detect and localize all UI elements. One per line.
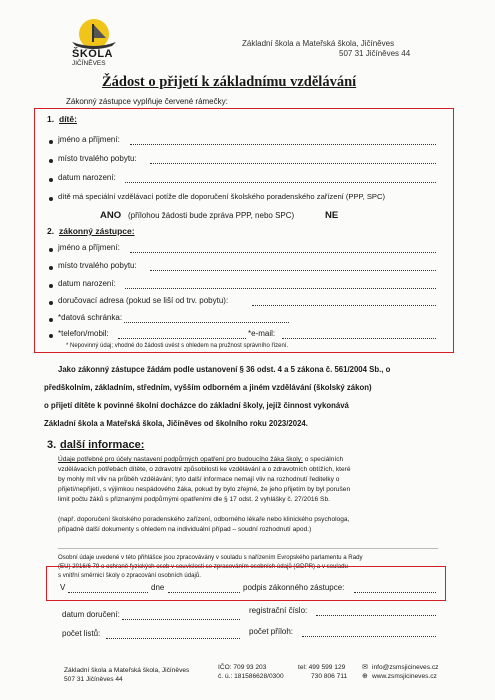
guardian-name-label: jméno a příjmení: <box>58 243 120 252</box>
declaration-line-4: Základní škola a Mateřská škola, Jičíněves od školního roku 2023/2024. <box>44 419 308 428</box>
section2-number: 2. <box>47 226 55 236</box>
section3-write-line[interactable] <box>58 548 438 549</box>
sheet-count-field[interactable] <box>106 638 240 639</box>
header-school-address: 507 31 Jičíněves 44 <box>339 49 411 58</box>
guardian-name-field[interactable] <box>130 252 436 253</box>
globe-icon: ⊕ <box>362 673 368 680</box>
bullet <box>49 318 53 322</box>
signature-place-label: V <box>60 583 66 592</box>
signature-date-label: dne <box>151 583 165 592</box>
section3-para1-line-3: by mohly mít vliv na průběh vzdělávání; tyto další informace nemají vliv na rozhodnutí ředitelky o <box>58 476 340 483</box>
bullet <box>49 248 53 252</box>
section3-para1-line-1 <box>58 455 343 465</box>
sheet-count-label: počet listů: <box>62 629 101 638</box>
special-needs-ano-note: (přílohou žádosti bude zpráva PPP, nebo SPC) <box>128 211 295 220</box>
section3-para1-lead-tail: o speciálních <box>304 456 344 463</box>
delivery-date-label: datum doručení: <box>62 610 120 619</box>
bullet <box>49 197 53 201</box>
section3-para2-line-1: (např. doporučení školského poradenského zařízení, odborného lékaře nebo klinického psychologa, <box>58 516 350 523</box>
gdpr-line-1: Osobní údaje uvedené v této přihlášce jsou zpracovávány v souladu s nařízením Evropského parlamentu a Rady <box>58 554 363 561</box>
section3-para1-line-5: limit počtu žáků s přiznanými podpůrnými opatřeními dle § 17 odst. 2 vyhlášky č. 27/2016 Sb. <box>58 496 330 503</box>
section3-para1-line-2: vzdělávacích potřebách dítěte, o zdravotní způsobilosti ke vzdělávání a o zdravotních obtížích, které <box>58 466 351 473</box>
child-address-field[interactable] <box>150 163 436 164</box>
footer-address: 507 31 Jičíněves 44 <box>64 676 123 683</box>
section3-para1-lead: Údaje potřebné pro účely nastavení podpůrných opatření pro budoucího žáka školy: <box>58 456 303 463</box>
page-title: Žádost o přijetí k základnímu vzdělávání <box>102 74 357 90</box>
footer-phone: tel: 499 599 129 <box>298 664 346 671</box>
delivery-date-field[interactable] <box>122 619 240 620</box>
special-needs-label: dítě má speciální vzdělávací potíže dle doporučení školského poradenského zařízení (PPP, SPC) <box>58 192 385 201</box>
email-label: *e-mail: <box>248 329 276 338</box>
registration-number-label: registrační číslo: <box>249 606 308 615</box>
child-name-field[interactable] <box>130 144 436 145</box>
section3-heading: další informace: <box>60 439 145 451</box>
bullet <box>49 178 53 182</box>
child-birthdate-label: datum narození: <box>58 173 116 182</box>
bullet <box>49 284 53 288</box>
bullet <box>49 334 53 338</box>
attachment-count-field[interactable] <box>302 636 436 637</box>
section1-heading: dítě: <box>59 114 77 124</box>
signature-field[interactable] <box>354 592 436 593</box>
guardian-address-field[interactable] <box>150 270 436 271</box>
attachment-count-label: počet příloh: <box>249 627 294 636</box>
declaration-line-3: o přijetí dítěte k povinné školní docházce do základní školy, jejíž činnost vykonává <box>44 401 349 410</box>
footer-email[interactable]: info@zsmsjicineves.cz <box>372 664 439 671</box>
phone-field[interactable] <box>118 338 246 339</box>
header-school-name: Základní škola a Mateřská škola, Jičíněves <box>242 39 395 48</box>
optional-footnote: * Nepovinný údaj; vhodné do žádosti uvést s ohledem na pružnost správního řízení. <box>66 343 289 349</box>
gdpr-line-3: s vnitřní směrnicí školy o zpracování osobních údajů. <box>58 572 201 579</box>
registration-number-field[interactable] <box>316 615 436 616</box>
declaration-line-2: předškolním, základním, středním, vyšším odborném a jiném vzdělávání (školský zákon) <box>44 383 372 392</box>
section3-para2-line-2: případně další dokumenty s ohledem na individuální případ – soudní rozhodnutí apod.) <box>58 526 312 533</box>
special-needs-ne[interactable]: NE <box>325 210 339 221</box>
guardian-birthdate-field[interactable] <box>125 288 436 289</box>
bullet <box>49 266 53 270</box>
delivery-address-field[interactable] <box>252 305 436 306</box>
child-birthdate-field[interactable] <box>125 182 436 183</box>
child-address-label: místo trvalého pobytu: <box>58 154 137 163</box>
data-box-label: *datová schránka: <box>58 313 123 322</box>
bullet <box>49 140 53 144</box>
delivery-address-label: doručovací adresa (pokud se liší od trv. pobytu): <box>58 296 229 305</box>
declaration-line-1: Jako zákonný zástupce žádám podle ustanovení § 36 odst. 4 a 5 zákona č. 561/2004 Sb., o <box>58 365 391 374</box>
section3-para1-line-4: přijetí/nepřijetí, s výjimkou nespádového žáka, pokud by bylo zřejmé, že jeho přijetím by byl porušen <box>58 486 351 493</box>
bullet <box>49 159 53 163</box>
footer-website[interactable]: www.zsmsjicineves.cz <box>372 673 437 680</box>
child-name-label: jméno a příjmení: <box>58 135 120 144</box>
logo-text: ŠKOLA <box>72 48 113 60</box>
footer-school-name: Základní škola a Mateřská škola, Jičíněves <box>64 667 190 674</box>
signature-place-field[interactable] <box>68 592 148 593</box>
section2-heading: zákonný zástupce: <box>59 226 135 236</box>
guardian-birthdate-label: datum narození: <box>58 279 116 288</box>
signature-date-field[interactable] <box>168 592 240 593</box>
phone-label: *telefon/mobil: <box>58 329 109 338</box>
signature-label: podpis zákonného zástupce: <box>243 583 345 592</box>
footer-account: č. ú.: 181586628/0300 <box>218 673 284 680</box>
bullet <box>49 301 53 305</box>
special-needs-ano[interactable]: ANO <box>100 210 122 221</box>
data-box-field[interactable] <box>124 322 289 323</box>
envelope-icon: ✉ <box>362 664 368 671</box>
section1-number: 1. <box>47 114 55 124</box>
instruction-text: Zákonný zástupce vyplňuje červené rámečky: <box>66 97 228 106</box>
section3-number: 3. <box>47 439 57 451</box>
footer-phone-2: 730 806 711 <box>311 673 348 680</box>
guardian-address-label: místo trvalého pobytu: <box>58 261 137 270</box>
gdpr-line-2: (EU) 2016/6 79 o ochraně fyzických osob v souvislosti se zpracováním osobních údajů (GDPR) a v souladu <box>58 563 348 570</box>
logo-subtext: JIČÍNĚVES <box>72 60 106 67</box>
footer-ico: IČO: 709 93 203 <box>218 664 267 671</box>
email-field[interactable] <box>282 338 436 339</box>
